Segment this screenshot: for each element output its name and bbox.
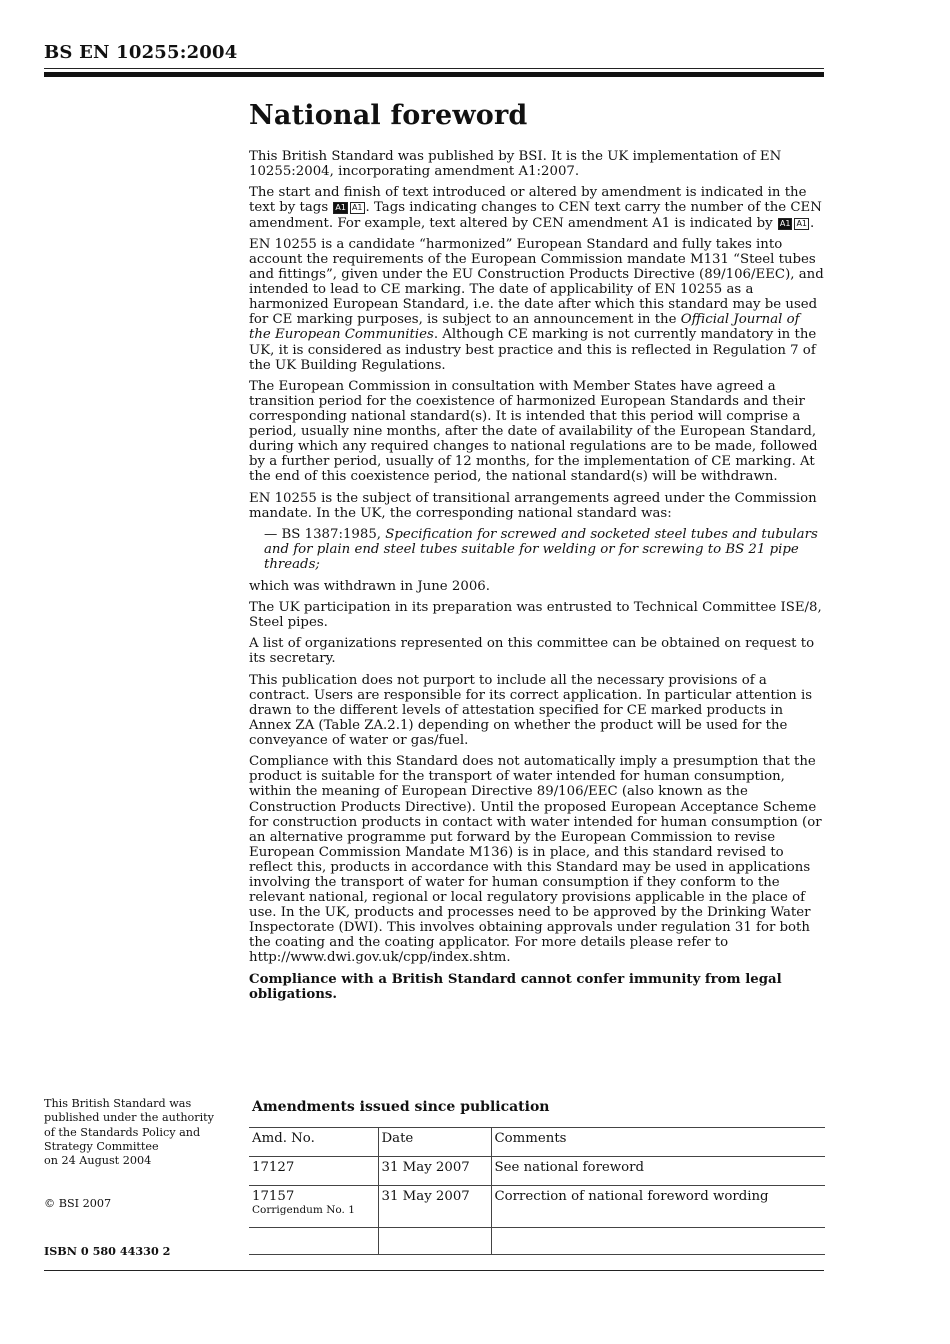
amendment-close-tag-icon: A1 <box>796 218 808 228</box>
empty-cell <box>491 1228 825 1255</box>
amd-no: 17157 <box>252 1189 295 1204</box>
header-comments: Comments <box>491 1128 825 1157</box>
header-rule-thin <box>44 68 824 69</box>
header-amd-no: Amd. No. <box>249 1128 378 1157</box>
amendment-open-tag-icon: A1 <box>779 218 791 228</box>
isbn: ISBN 0 580 44330 2 <box>44 1244 171 1258</box>
standard-title: Specification for screwed and socketed steel tubes and tubulars and for plain end steel tubes suitable for welding or for screwing to BS 21 pipe threads; <box>264 527 818 573</box>
paragraph-8: The UK participation in its preparation was entrusted to Technical Committee ISE/8, Steel pipes. <box>249 599 822 630</box>
table-row-empty <box>249 1228 825 1255</box>
paragraph-2-text-b: . Tags indicating changes to CEN text carry the number of the CEN amendment. For example, text altered by CEN amendment A1 is indicated by <box>249 200 822 231</box>
amd-no-cell <box>249 1186 378 1228</box>
paragraph-2 <box>249 185 824 230</box>
date-cell: 31 May 2007 <box>378 1157 491 1186</box>
paragraph-2-text-c: . <box>810 215 815 231</box>
amd-no-cell: 17127 <box>249 1157 378 1186</box>
paragraph-3-text-a: EN 10255 is a candidate “harmonized” European Standard and fully takes into account the requirements of the European Commission mandate M131 “Steel tubes and fittings”, given under the EU Construction Products Directive (89/106/EEC), and intended to lead to CE marking. The date of applicability of EN 10255 as a harmonized European Standard, i.e. the date after which this standard may be used for CE marking purposes, is subject to an announcement in the <box>249 236 824 328</box>
header-rule-thick <box>44 72 824 77</box>
page-title: National foreword <box>249 100 528 131</box>
amd-sub-label: Corrigendum No. 1 <box>252 1204 355 1216</box>
journal-title: Official Journal of the European Communities <box>249 312 800 343</box>
comment-cell: See national foreword <box>491 1157 825 1186</box>
amendment-open-tag-icon: A1 <box>335 203 346 213</box>
authority-note <box>44 1097 234 1168</box>
table-header-row <box>249 1128 825 1157</box>
paragraph-5: EN 10255 is the subject of transitional arrangements agreed under the Commission mandate. In the UK, the corresponding national standard was: <box>249 490 817 521</box>
table-row <box>249 1186 825 1228</box>
paragraph-3-text-b: . Although CE marking is not currently mandatory in the UK, it is considered as industry best practice and this is reflected in Regulation 7 of the UK Building Regulations. <box>249 327 817 373</box>
foreword-body <box>249 149 824 1008</box>
paragraph-6 <box>249 527 824 572</box>
paragraph-2-text-a: The start and finish of text introduced or altered by amendment is indicated in the text by tags <box>249 185 807 216</box>
authority-line-2: published under the authority <box>44 1111 214 1125</box>
authority-line-4: Strategy Committee <box>44 1139 159 1153</box>
amendments-title: Amendments issued since publication <box>252 1099 550 1115</box>
paragraph-10: This publication does not purport to include all the necessary provisions of a contract. Users are responsible for its correct application. In particular attention is drawn to the different levels of attestation specified for CE marked products in Annex ZA (Table ZA.2.1) depending on whether the product will be used for the conveyance of water or gas/fuel. <box>249 672 813 748</box>
empty-cell <box>249 1228 378 1255</box>
paragraph-6-text-a: — BS 1387:1985, <box>264 527 382 543</box>
empty-cell <box>378 1228 491 1255</box>
paragraph-9: A list of organizations represented on this committee can be obtained on request to its secretary. <box>249 636 815 667</box>
comment-cell: Correction of national foreword wording <box>491 1186 825 1228</box>
authority-line-1: This British Standard was <box>44 1097 192 1110</box>
paragraph-7: which was withdrawn in June 2006. <box>249 578 490 594</box>
amendment-close-tag-icon: A1 <box>351 203 363 213</box>
paragraph-12: Compliance with a British Standard cannot confer immunity from legal obligations. <box>249 971 782 1002</box>
copyright: © BSI 2007 <box>44 1197 112 1210</box>
amendments-table <box>249 1127 825 1255</box>
authority-line-5: on 24 August 2004 <box>44 1154 152 1168</box>
paragraph-11: Compliance with this Standard does not automatically imply a presumption that the product is suitable for the transport of water intended for human consumption, within the meaning of European Directive 89/106/EEC (also known as the Construction Products Directive). Until the proposed European Acceptance Scheme for construction products in contact with water intended for human consumption (or an alternative programme put forward by the European Commission to revise European Commission Mandate M136) is in place, and this standard revised to reflect this, products in accordance with this Standard may be used in applications involving the transport of water for human consumption if they conform to the relevant national, regional or local regulatory provisions applicable in the place of use. In the UK, products and processes need to be approved by the Drinking Water Inspectorate (DWI). This involves obtaining approvals under regulation 31 for both the coating and the coating applicator. For more details please refer to http://www.dwi.gov.uk/cpp/index.shtm. <box>249 754 822 966</box>
footer-rule <box>44 1270 824 1271</box>
date-cell: 31 May 2007 <box>378 1186 491 1228</box>
authority-line-3: of the Standards Policy and <box>44 1125 201 1139</box>
header-date: Date <box>378 1128 491 1157</box>
paragraph-4: The European Commission in consultation with Member States have agreed a transition period for the coexistence of harmonized European Standards and their corresponding national standard(s). It is intended that this period will comprise a period, usually nine months, after the date of availability of the European Standard, during which any required changes to national regulations are to be made, followed by a further period, usually of 12 months, for the implementation of CE marking. At the end of this coexistence period, the national standard(s) will be withdrawn. <box>249 378 818 485</box>
paragraph-1: This British Standard was published by BSI. It is the UK implementation of EN 10255:2004, incorporating amendment A1:2007. <box>249 149 782 180</box>
document-code: BS EN 10255:2004 <box>44 42 238 63</box>
paragraph-3 <box>249 237 824 373</box>
table-row <box>249 1157 825 1186</box>
